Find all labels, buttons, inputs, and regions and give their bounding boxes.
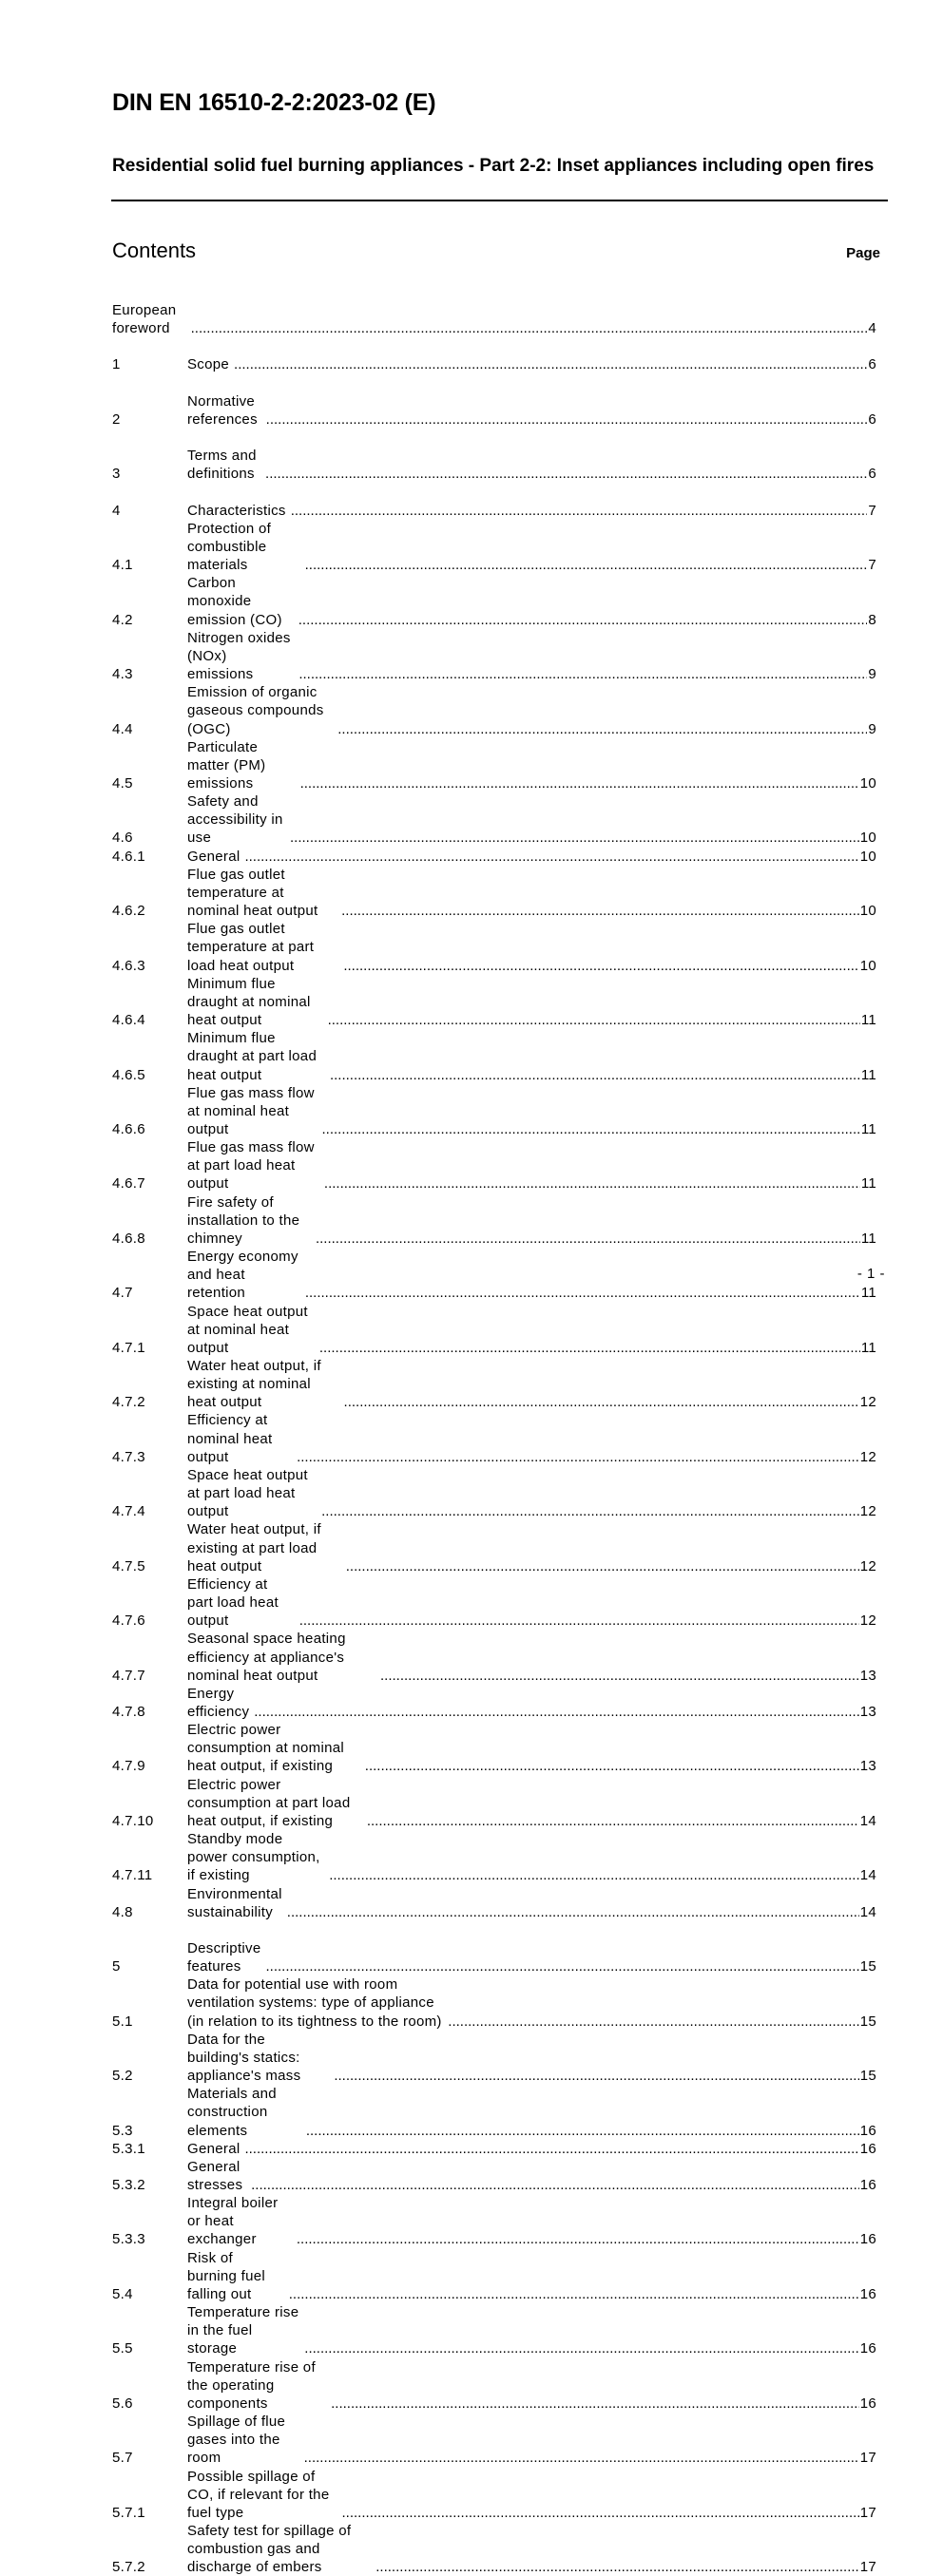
toc-entry-body	[187, 355, 876, 373]
toc-leader-dots	[316, 1230, 860, 1248]
toc-entry-page: 6	[868, 466, 876, 483]
toc-entry-title: Characteristics	[187, 502, 286, 519]
toc-entry-number: 4.6.1	[112, 848, 145, 865]
toc-entry-page: 14	[859, 1812, 876, 1829]
toc-leader-dots	[304, 2449, 859, 2467]
toc-entry-body	[187, 2358, 876, 2413]
toc-entry-page: 13	[859, 1758, 876, 1775]
toc-entry-number: 4.6.3	[112, 957, 145, 974]
toc-entry-page: 17	[859, 2559, 876, 2576]
toc-entry-page: 15	[859, 2013, 876, 2030]
toc-leader-dots	[342, 2504, 859, 2522]
toc-entry-body	[187, 1575, 876, 1630]
toc-entry-page: 6	[868, 410, 876, 428]
toc-entry-number: 4.4	[112, 720, 133, 737]
toc-entry-body	[187, 1411, 876, 1465]
toc-entry-body	[187, 792, 876, 847]
toc-entry-title: Scope	[187, 356, 230, 373]
toc-entry	[112, 1975, 876, 2030]
toc-entry-page: 12	[859, 1503, 876, 1520]
toc-leader-dots	[329, 1866, 859, 1884]
toc-entry-title: Energy economy and heat retention	[187, 1249, 298, 1302]
toc-leader-dots	[306, 2122, 859, 2140]
toc-entry	[112, 1357, 876, 1411]
toc-leader-dots	[304, 2339, 858, 2357]
toc-entry-body	[187, 2194, 876, 2248]
toc-entry	[112, 975, 876, 1029]
toc-entry	[112, 1520, 876, 1574]
toc-entry	[112, 2249, 876, 2303]
toc-entry-title: Materials and construction elements	[187, 2086, 277, 2139]
toc-entry-title: Descriptive features	[187, 1939, 261, 1975]
toc-entry-body	[187, 2085, 876, 2139]
toc-entry-page: 11	[860, 1012, 876, 1029]
toc-entry-number: 4.7.11	[112, 1867, 153, 1884]
document-title: Residential solid fuel burning appliances - Part 2-2: Inset appliances including open fires	[112, 156, 875, 176]
toc-entry	[112, 392, 876, 429]
toc-entry-number: 5	[112, 1958, 121, 1975]
toc-entry-title: General	[187, 2140, 241, 2157]
toc-entry-number: 4.7.7	[112, 1667, 145, 1684]
toc-entry-page: 11	[860, 1066, 876, 1083]
toc-entry-number: 5.1	[112, 2013, 133, 2030]
contents-heading: Contents	[112, 239, 197, 262]
toc-entry-title: Seasonal space heating efficiency at appliance's nominal heat output	[187, 1631, 346, 1684]
toc-entry-body	[187, 1248, 876, 1302]
toc-entry	[112, 574, 876, 628]
toc-entry-page: 11	[860, 1175, 876, 1193]
toc-entry-number: 4.6.8	[112, 1230, 145, 1247]
toc-entry-title: Water heat output, if existing at part load heat output	[187, 1521, 321, 1574]
toc-entry-title: Protection of combustible materials	[187, 520, 272, 574]
toc-entry-number: 4.6	[112, 830, 133, 847]
toc-entry-number: 4.7.5	[112, 1557, 145, 1574]
toc-entry-number: 4.2	[112, 611, 133, 628]
toc-entry	[112, 792, 876, 847]
toc-entry-body	[187, 920, 876, 974]
document-id: DIN EN 16510-2-2:2023-02 (E)	[112, 89, 436, 116]
toc-entry-body	[187, 520, 876, 574]
toc-entry-number: 3	[112, 466, 121, 483]
toc-leader-dots	[380, 1667, 859, 1685]
toc-leader-dots	[305, 556, 868, 574]
toc-entry-title: Space heat output at part load heat output	[187, 1466, 308, 1520]
toc-entry-number: 5.3	[112, 2122, 133, 2139]
toc-entry-body	[187, 1830, 876, 1884]
toc-entry-body	[187, 1193, 876, 1248]
toc-entry-page: 11	[860, 1339, 876, 1356]
toc-leader-dots	[290, 829, 859, 847]
toc-entry-page: 10	[859, 848, 876, 865]
toc-entry-page: 13	[859, 1667, 876, 1684]
toc-entry-title: Minimum flue draught at nominal heat output	[187, 975, 311, 1029]
toc-leader-dots	[375, 2558, 858, 2576]
toc-entry-page: 11	[860, 1285, 876, 1302]
toc-entry-page: 12	[859, 1612, 876, 1630]
toc-entry-body	[187, 2249, 876, 2303]
toc-entry-number: 4.6.2	[112, 903, 145, 920]
toc-entry-body	[187, 738, 876, 792]
toc-leader-dots	[251, 2176, 859, 2194]
toc-entry-page: 6	[868, 356, 876, 373]
toc-entry	[112, 866, 876, 920]
toc-entry	[112, 2413, 876, 2467]
toc-entry-number: 4.7.4	[112, 1503, 145, 1520]
toc-leader-dots	[365, 1757, 859, 1775]
toc-entry-number: 4.7.6	[112, 1612, 145, 1630]
toc-entry-number: 5.4	[112, 2285, 133, 2302]
toc-entry	[112, 1411, 876, 1465]
toc-entry-title: General	[187, 848, 241, 865]
toc-leader-dots	[330, 1066, 860, 1084]
toc-entry-page: 10	[859, 903, 876, 920]
toc-entry-title: Integral boiler or heat exchanger	[187, 2195, 279, 2248]
toc-entry-title: Possible spillage of CO, if relevant for the fuel type	[187, 2468, 330, 2521]
toc-entry-page: 7	[868, 502, 876, 519]
toc-leader-dots	[344, 1393, 859, 1411]
toc-entry-title: Temperature rise in the fuel storage	[187, 2304, 299, 2357]
toc-leader-dots	[321, 1502, 859, 1520]
toc-entry-body	[187, 1975, 876, 2030]
toc-entry-body	[187, 1029, 876, 1083]
toc-entry-title: European foreword	[112, 302, 177, 337]
toc-entry	[112, 355, 876, 373]
toc-entry	[112, 1138, 876, 1193]
toc-entry	[112, 683, 876, 737]
toc-leader-dots	[297, 1448, 859, 1466]
toc-entry-title: Electric power consumption at nominal heat output, if existing	[187, 1722, 345, 1775]
toc-entry	[112, 301, 876, 337]
toc-leader-dots	[341, 902, 859, 920]
toc-entry-title: Electric power consumption at part load heat output, if existing	[187, 1776, 351, 1829]
toc-entry-body	[187, 2522, 876, 2576]
toc-entry	[112, 1303, 876, 1357]
toc-entry-page: 4	[868, 320, 876, 337]
toc-entry-number: 1	[112, 356, 121, 373]
toc-leader-dots	[448, 2013, 858, 2031]
toc-entry-page: 10	[859, 957, 876, 974]
toc-entry-body	[187, 1520, 876, 1574]
toc-entry	[112, 447, 876, 483]
toc-entry-number: 4.7.1	[112, 1339, 145, 1356]
toc-entry-number: 4.8	[112, 1903, 133, 1920]
toc-entry-title: Standby mode power consumption, if existing	[187, 1831, 320, 1884]
toc-leader-dots	[287, 1903, 859, 1921]
toc-entry-number: 4.1	[112, 557, 133, 574]
toc-entry-page: 11	[860, 1230, 876, 1247]
toc-entry	[112, 848, 876, 866]
toc-entry	[112, 2194, 876, 2248]
toc-entry-body	[187, 1776, 876, 1830]
toc-entry-page: 16	[859, 2140, 876, 2157]
toc-leader-dots	[331, 2395, 859, 2413]
toc-leader-dots	[343, 957, 858, 975]
toc-entry-body	[187, 502, 876, 520]
toc-entry-title: Temperature rise of the operating components	[187, 2358, 316, 2412]
toc-leader-dots	[346, 1557, 859, 1575]
toc-entry-number: 5.3.3	[112, 2231, 145, 2248]
toc-entry-page: 14	[859, 1903, 876, 1920]
toc-leader-dots	[244, 2140, 858, 2158]
toc-entry-page: 9	[868, 666, 876, 683]
toc-entry	[112, 1575, 876, 1630]
toc-entry	[112, 2158, 876, 2194]
toc-entry-title: Environmental sustainability	[187, 1885, 282, 1920]
toc-entry	[112, 1084, 876, 1138]
toc-entry-title: Flue gas mass flow at part load heat output	[187, 1139, 315, 1193]
toc-entry-page: 12	[859, 1394, 876, 1411]
toc-entry-number: 5.7.1	[112, 2504, 145, 2521]
toc-entry	[112, 738, 876, 792]
toc-entry-title: Energy efficiency	[187, 1685, 250, 1720]
toc-leader-dots	[300, 774, 859, 792]
toc-entry-title: Space heat output at nominal heat output	[187, 1303, 308, 1356]
toc-entry-number: 5.6	[112, 2395, 133, 2412]
toc-entry-body	[187, 447, 876, 483]
toc-entry-body	[187, 1357, 876, 1411]
toc-entry	[112, 1939, 876, 1975]
toc-entry-title: Flue gas outlet temperature at part load heat output	[187, 921, 315, 974]
toc-entry-page: 10	[859, 775, 876, 792]
toc-entry-number: 4.7.9	[112, 1758, 145, 1775]
toc-entry-body	[187, 1138, 876, 1193]
toc-entry-body	[187, 1084, 876, 1138]
toc-entry	[112, 2140, 876, 2158]
toc-entry-page: 10	[859, 830, 876, 847]
toc-leader-dots	[266, 1957, 859, 1975]
toc-leader-dots	[191, 319, 868, 337]
toc-entry	[112, 1248, 876, 1302]
toc-entry-number: 4.5	[112, 775, 133, 792]
toc-leader-dots	[297, 2230, 859, 2248]
toc-entry-number: 5.3.2	[112, 2177, 145, 2194]
table-of-contents	[112, 301, 876, 2576]
toc-entry	[112, 2085, 876, 2139]
toc-entry-title: Emission of organic gaseous compounds (OGC)	[187, 684, 324, 737]
toc-leader-dots	[244, 848, 858, 866]
toc-entry-title: Flue gas mass flow at nominal heat output	[187, 1084, 315, 1137]
toc-entry-body	[187, 2303, 876, 2357]
toc-entry-body	[187, 2031, 876, 2085]
toc-entry-body	[187, 866, 876, 920]
toc-entry	[112, 2468, 876, 2522]
toc-entry-body	[187, 848, 876, 866]
toc-entry-body	[187, 1685, 876, 1721]
toc-entry-page: 16	[859, 2340, 876, 2357]
toc-leader-dots	[289, 2285, 859, 2303]
toc-entry	[112, 1193, 876, 1248]
toc-entry-number: 4.7.3	[112, 1448, 145, 1465]
toc-entry	[112, 1466, 876, 1520]
toc-leader-dots	[334, 2067, 858, 2085]
toc-entry-number: 5.2	[112, 2068, 133, 2085]
toc-entry	[112, 1830, 876, 1884]
toc-entry-page: 17	[859, 2504, 876, 2521]
toc-entry-number: 5.7.2	[112, 2559, 145, 2576]
toc-entry-body	[187, 683, 876, 737]
toc-entry-body	[187, 1885, 876, 1921]
toc-leader-dots	[254, 1703, 858, 1721]
page-number: - 1 -	[856, 1266, 885, 1282]
toc-entry-number: 4.7.10	[112, 1812, 154, 1829]
toc-leader-dots	[319, 1339, 860, 1357]
toc-entry-body	[187, 1939, 876, 1975]
toc-entry-body	[187, 1466, 876, 1520]
toc-entry-page: 16	[859, 2122, 876, 2139]
toc-entry-body	[187, 1303, 876, 1357]
toc-leader-dots	[298, 665, 867, 683]
toc-entry-number: 4	[112, 502, 121, 519]
toc-entry-title: General stresses	[187, 2158, 243, 2194]
toc-entry-page: 16	[859, 2231, 876, 2248]
toc-leader-dots	[322, 1120, 860, 1138]
toc-leader-dots	[265, 465, 867, 483]
toc-entry-page: 15	[859, 2068, 876, 2085]
toc-entry-title: Terms and definitions	[187, 448, 257, 483]
toc-entry-title: Water heat output, if existing at nominal heat output	[187, 1358, 321, 1411]
toc-entry-page: 14	[859, 1867, 876, 1884]
toc-entry-title: Data for the building's statics: appliance's mass	[187, 2031, 301, 2085]
toc-entry-number: 4.6.7	[112, 1175, 145, 1193]
toc-entry-page: 11	[860, 1120, 876, 1137]
page-column-label: Page	[846, 245, 880, 261]
toc-entry	[112, 2303, 876, 2357]
toc-entry-number: 4.6.5	[112, 1066, 145, 1083]
toc-entry-page: 16	[859, 2285, 876, 2302]
toc-entry	[112, 1630, 876, 1684]
toc-entry-body	[187, 574, 876, 628]
toc-entry-number: 4.3	[112, 666, 133, 683]
toc-entry-number: 4.7.8	[112, 1703, 145, 1720]
toc-entry-number: 5.3.1	[112, 2140, 145, 2157]
toc-entry-page: 8	[868, 611, 876, 628]
toc-entry-body	[187, 2413, 876, 2467]
title-divider	[111, 200, 888, 201]
toc-entry	[112, 629, 876, 683]
toc-entry-title: Fire safety of installation to the chimney	[187, 1193, 300, 1247]
toc-leader-dots	[291, 502, 868, 520]
toc-entry-title: Carbon monoxide emission (CO)	[187, 575, 282, 628]
toc-entry-title: Normative references	[187, 392, 258, 428]
toc-entry-page: 12	[859, 1448, 876, 1465]
toc-entry-body	[187, 2158, 876, 2194]
toc-entry	[112, 502, 876, 520]
toc-entry-page: 16	[859, 2395, 876, 2412]
toc-entry-number: 4.7	[112, 1285, 133, 1302]
toc-leader-dots	[266, 410, 868, 429]
toc-entry-title: Risk of burning fuel falling out	[187, 2249, 265, 2302]
toc-leader-dots	[324, 1174, 860, 1193]
toc-entry-number: 5.5	[112, 2340, 133, 2357]
toc-entry-title: Safety and accessibility in use	[187, 793, 283, 847]
toc-entry-body	[187, 1630, 876, 1684]
toc-entry-page: 12	[859, 1557, 876, 1574]
toc-entry-body	[187, 629, 876, 683]
toc-entry-number: 4.7.2	[112, 1394, 145, 1411]
toc-entry-number: 2	[112, 410, 121, 428]
toc-entry-page: 13	[859, 1703, 876, 1720]
toc-entry	[112, 2031, 876, 2085]
toc-entry-title: Flue gas outlet temperature at nominal heat output	[187, 866, 318, 920]
toc-entry-body	[187, 392, 876, 429]
toc-leader-dots	[298, 611, 868, 629]
toc-entry-body	[187, 2140, 876, 2158]
toc-entry-title: Efficiency at nominal heat output	[187, 1412, 273, 1465]
toc-entry-title: Nitrogen oxides (NOx) emissions	[187, 629, 291, 683]
toc-leader-dots	[234, 355, 867, 373]
toc-entry-number: 5.7	[112, 2450, 133, 2467]
toc-leader-dots	[328, 1011, 860, 1029]
toc-entry-title: Data for potential use with room ventilation systems: type of appliance (in relation to its tightness to the room)	[187, 1976, 442, 2030]
toc-entry-title: Minimum flue draught at part load heat output	[187, 1030, 318, 1083]
toc-entry-number: 4.6.6	[112, 1120, 145, 1137]
toc-entry-page: 7	[868, 557, 876, 574]
toc-entry	[112, 2522, 876, 2576]
toc-entry	[112, 1721, 876, 1775]
toc-entry-body	[187, 1721, 876, 1775]
toc-entry-body	[187, 2468, 876, 2522]
toc-entry-title: Efficiency at part load heat output	[187, 1575, 279, 1630]
toc-entry	[112, 1885, 876, 1921]
toc-entry	[112, 920, 876, 974]
toc-leader-dots	[337, 720, 867, 738]
toc-leader-dots	[305, 1284, 860, 1302]
toc-entry-title: Safety test for spillage of combustion gas and discharge of embers	[187, 2522, 352, 2576]
toc-entry	[112, 1685, 876, 1721]
toc-entry-body	[187, 975, 876, 1029]
toc-entry-title: Spillage of flue gases into the room	[187, 2414, 286, 2467]
toc-leader-dots	[367, 1812, 859, 1830]
toc-entry-page: 17	[859, 2450, 876, 2467]
toc-entry-page: 16	[859, 2177, 876, 2194]
toc-entry-title: Particulate matter (PM) emissions	[187, 738, 266, 792]
toc-leader-dots	[299, 1612, 859, 1630]
toc-entry	[112, 1776, 876, 1830]
toc-entry	[112, 1029, 876, 1083]
toc-entry	[112, 520, 876, 574]
toc-entry-page: 9	[868, 720, 876, 737]
toc-entry	[112, 2358, 876, 2413]
toc-entry-body	[112, 301, 876, 337]
toc-entry-number: 4.6.4	[112, 1012, 145, 1029]
toc-entry-page: 15	[859, 1958, 876, 1975]
